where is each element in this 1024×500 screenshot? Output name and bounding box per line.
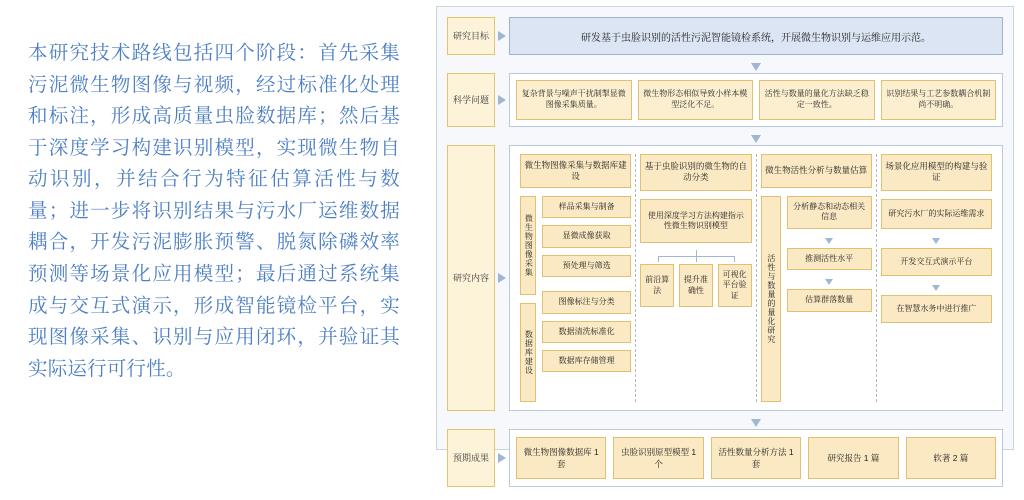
content-item: 样品采集与制备 bbox=[542, 196, 631, 218]
side-label-activity-quantity: 活性与数量的量化研究 bbox=[761, 196, 781, 402]
side-label-database-build: 数据库建设 bbox=[520, 303, 536, 402]
content-to-result-connector bbox=[447, 419, 1003, 429]
content-item: 图像标注与分类 bbox=[542, 291, 631, 313]
model-leaf: 前沿算法 bbox=[640, 264, 674, 307]
result-arrow bbox=[495, 429, 509, 487]
question-item: 微生物形态相似导致小样本模型泛化不足。 bbox=[638, 80, 754, 120]
stage-label-goal: 研究目标 bbox=[447, 17, 495, 55]
result-row bbox=[447, 429, 1003, 487]
content-item: 分析静态和动态相关信息 bbox=[787, 196, 872, 229]
stage-label-question: 科学问题 bbox=[447, 73, 495, 127]
result-item: 虫脸识别原型模型 1 个 bbox=[613, 437, 703, 479]
content-column-3-title: 微生物活性分析与数量估算 bbox=[761, 154, 872, 188]
content-item: 开发交互式演示平台 bbox=[881, 248, 992, 276]
arrow-down-icon bbox=[751, 135, 761, 143]
deep-learning-model-box: 使用深度学习方法构建指示性微生物识别模型 bbox=[640, 199, 751, 243]
side-label-image-collection: 微生物图像采集 bbox=[520, 196, 536, 295]
content-item: 数据清洗标准化 bbox=[542, 321, 631, 343]
goal-box: 研发基于虫脸识别的活性污泥智能镜检系统，开展微生物识别与运维应用示范。 bbox=[509, 17, 1003, 55]
goal-to-question-connector bbox=[447, 63, 1003, 73]
content-item: 估算群落数量 bbox=[787, 289, 872, 311]
content-column-1 bbox=[516, 154, 635, 402]
content-item: 研究污水厂的实际运维需求 bbox=[881, 199, 992, 229]
content-item: 预处理与筛选 bbox=[542, 255, 631, 277]
content-item: 在智慧水务中进行推广 bbox=[881, 295, 992, 323]
question-item: 识别结果与工艺参数耦合机制尚不明确。 bbox=[881, 80, 997, 120]
question-arrow bbox=[495, 73, 509, 127]
goal-arrow bbox=[495, 17, 509, 55]
content-item: 数据库存储管理 bbox=[542, 350, 631, 372]
result-item: 微生物图像数据库 1 套 bbox=[516, 437, 606, 479]
content-item: 显微成像获取 bbox=[542, 225, 631, 247]
arrow-down-icon bbox=[932, 238, 940, 244]
model-leaf: 提升准确性 bbox=[679, 264, 713, 307]
arrow-down-icon bbox=[825, 279, 833, 285]
technical-route-diagram bbox=[436, 6, 1014, 469]
arrow-down-icon bbox=[751, 419, 761, 427]
content-item: 推测活性水平 bbox=[787, 248, 872, 270]
arrow-down-icon bbox=[932, 285, 940, 291]
technical-route-description: 本研究技术路线包括四个阶段：首先采集污泥微生物图像与视频，经过标准化处理和标注，形成高质量虫脸数据库；然后基于深度学习构建识别模型，实现微生物自动识别，并结合行为特征估算活性与数量；进一步将识别结果与污水厂运维数据耦合，开发污泥膨胀预警、脱氮除磷效率预测等场景化应用模型；最后通过系统集成与交互式演示，形成智能镜检平台，实现图像采集、识别与应用闭环，并验证其实际运行可行性。 bbox=[28, 42, 400, 380]
content-column-2-title: 基于虫脸识别的微生物的自动分类 bbox=[640, 154, 751, 191]
result-item: 活性数量分析方法 1 套 bbox=[711, 437, 801, 479]
content-panel bbox=[509, 145, 1003, 411]
stage-label-result: 预期成果 bbox=[447, 429, 495, 487]
content-column-4 bbox=[876, 154, 996, 402]
arrow-down-icon bbox=[825, 238, 833, 244]
stage-label-content: 研究内容 bbox=[447, 145, 495, 411]
result-item: 研究报告 1 篇 bbox=[808, 437, 898, 479]
arrow-right-icon bbox=[498, 95, 506, 105]
arrow-down-icon bbox=[751, 63, 761, 71]
arrow-right-icon bbox=[498, 273, 506, 283]
question-item: 复杂背景与噪声干扰制掣显微图像采集质量。 bbox=[516, 80, 632, 120]
content-column-1-title: 微生物图像采集与数据库建设 bbox=[520, 154, 631, 188]
model-leaf-row bbox=[640, 264, 751, 307]
question-panel bbox=[509, 73, 1003, 127]
question-row bbox=[447, 73, 1003, 127]
content-column-3 bbox=[756, 154, 876, 402]
arrow-right-icon bbox=[498, 453, 506, 463]
content-column-2 bbox=[635, 154, 755, 402]
content-column-4-title: 场景化应用模型的构建与验证 bbox=[881, 154, 992, 191]
question-item: 活性与数量的量化方法缺乏稳定一致性。 bbox=[759, 80, 875, 120]
goal-row bbox=[447, 17, 1003, 55]
model-leaf: 可视化平台验证 bbox=[718, 264, 752, 307]
content-arrow bbox=[495, 145, 509, 411]
result-item: 软著 2 篇 bbox=[906, 437, 996, 479]
result-panel bbox=[509, 429, 1003, 487]
content-row bbox=[447, 145, 1003, 411]
question-to-content-connector bbox=[447, 135, 1003, 145]
arrow-right-icon bbox=[498, 31, 506, 41]
branch-connector bbox=[640, 250, 751, 262]
